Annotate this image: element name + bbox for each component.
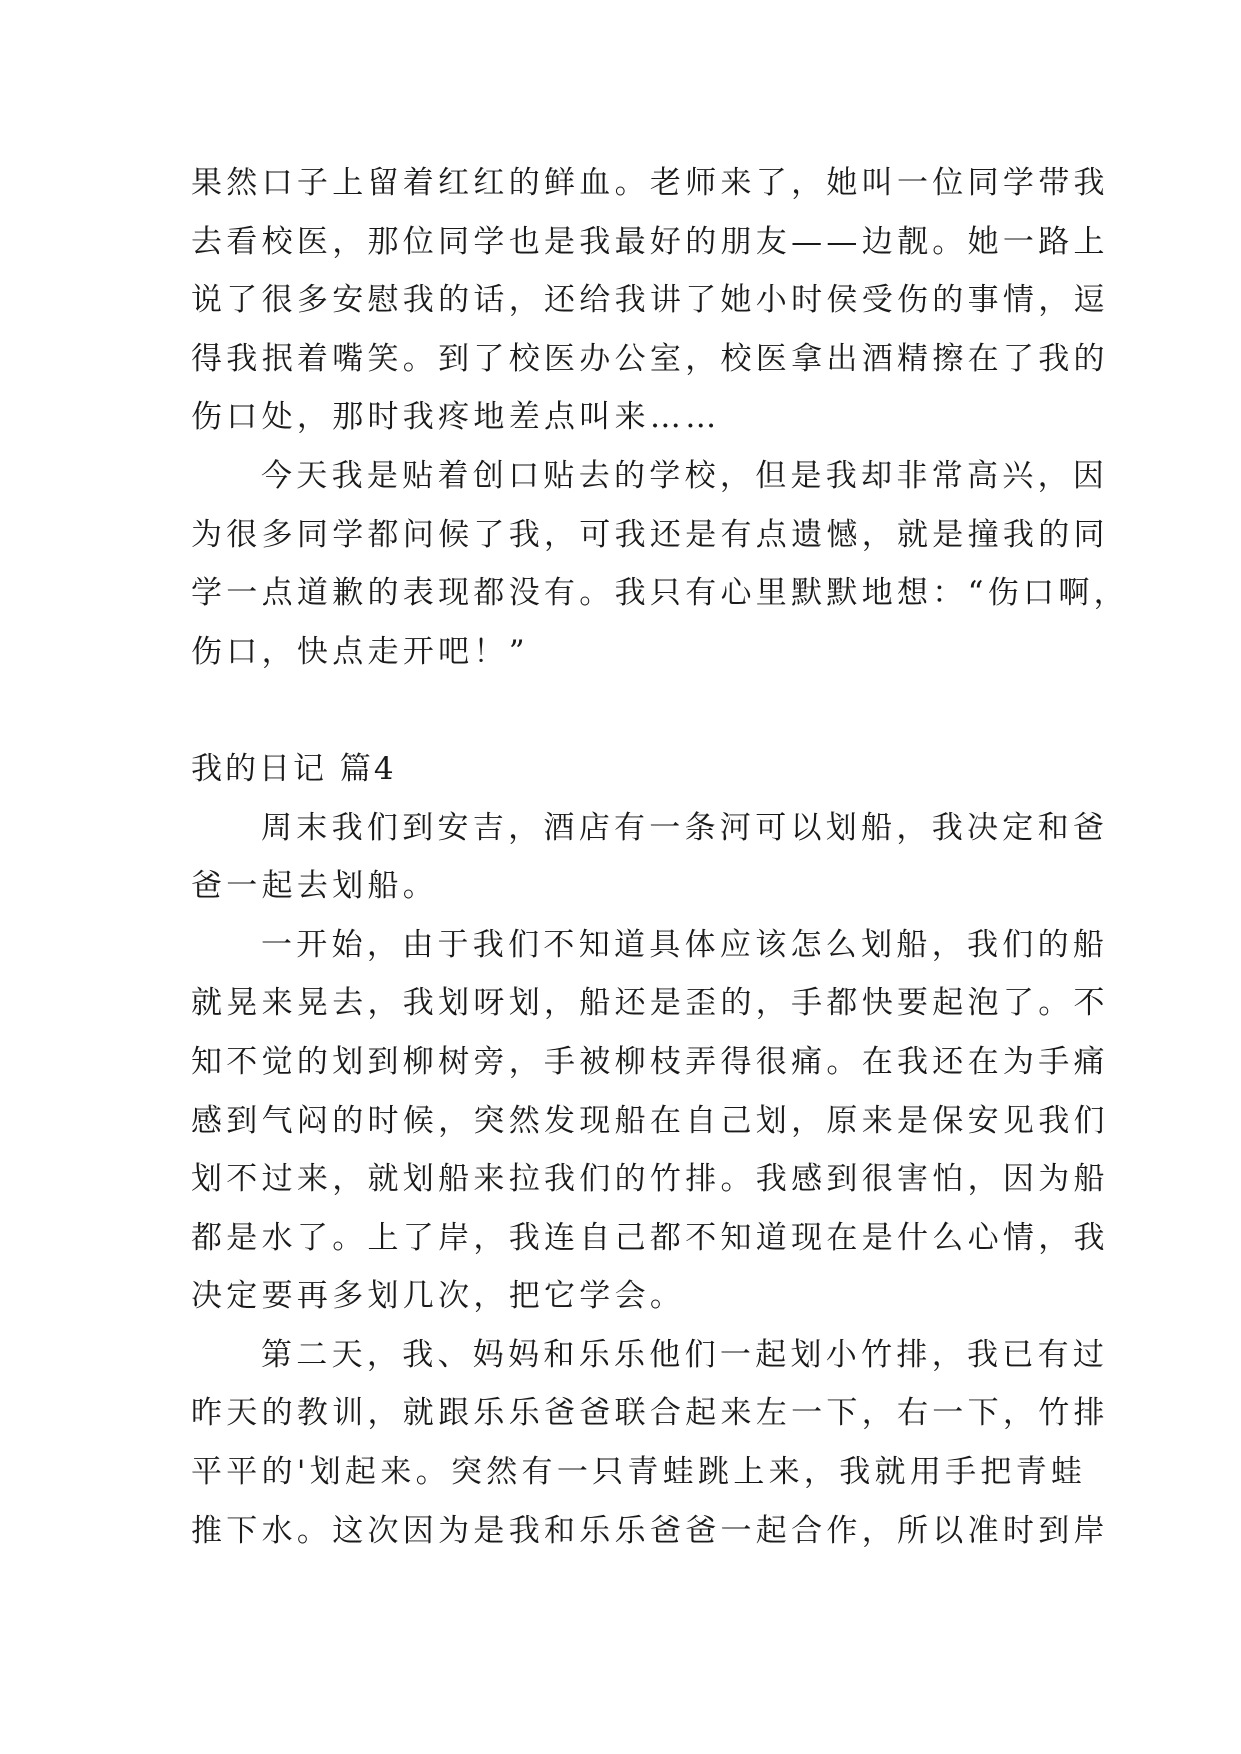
text-line: 今天我是贴着创口贴去的学校，但是我却非常高兴，因 [261, 457, 1109, 494]
section-heading: 我的日记 篇4 [191, 750, 397, 787]
text-line: 昨天的教训，就跟乐乐爸爸联合起来左一下，右一下，竹排 [191, 1395, 1109, 1432]
text-line: 学一点道歉的表现都没有。我只有心里默默地想：“伤口啊， [191, 575, 1129, 612]
text-line: 第二天，我、妈妈和乐乐他们一起划小竹排，我已有过 [261, 1336, 1109, 1373]
text-line: 感到气闷的时候，突然发现船在自己划，原来是保安见我们 [191, 1102, 1109, 1139]
text-line: 推下水。这次因为是我和乐乐爸爸一起合作，所以准时到岸 [191, 1512, 1109, 1549]
text-line: 决定要再多划几次，把它学会。 [191, 1278, 686, 1315]
text-line: 说了很多安慰我的话，还给我讲了她小时侯受伤的事情，逗 [191, 282, 1109, 319]
text-line: 伤口，快点走开吧！” [191, 633, 529, 670]
text-line: 一开始，由于我们不知道具体应该怎么划船，我们的船 [261, 926, 1109, 963]
text-line: 伤口处，那时我疼地差点叫来…… [191, 399, 721, 436]
paragraph [191, 916, 1109, 1326]
blank-line [191, 681, 1071, 740]
text-line: 周末我们到安吉，酒店有一条河可以划船，我决定和爸 [261, 809, 1109, 846]
text-line: 果然口子上留着红红的鲜血。老师来了，她叫一位同学带我 [191, 165, 1109, 201]
text-line: 得我抿着嘴笑。到了校医办公室，校医拿出酒精擦在了我的 [191, 340, 1109, 377]
text-line: 平平的'划起来。突然有一只青蛙跳上来，我就用手把青蛙 [191, 1454, 1087, 1491]
paragraph [191, 1326, 1109, 1560]
text-line: 都是水了。上了岸，我连自己都不知道现在是什么心情，我 [191, 1219, 1109, 1256]
text-line: 为很多同学都问候了我，可我还是有点遗憾，就是撞我的同 [191, 516, 1109, 553]
text-line: 爸一起去划船。 [191, 868, 439, 905]
text-line: 去看校医，那位同学也是我最好的朋友——边靓。她一路上 [191, 223, 1109, 260]
text-line: 就晃来晃去，我划呀划，船还是歪的，手都快要起泡了。不 [191, 985, 1109, 1022]
text-line: 划不过来，就划船来拉我们的竹排。我感到很害怕，因为船 [191, 1161, 1109, 1198]
paragraph [191, 799, 1109, 916]
document-body [191, 154, 1129, 1560]
text-line: 知不觉的划到柳树旁，手被柳枝弄得很痛。在我还在为手痛 [191, 1043, 1109, 1080]
paragraph [191, 447, 1129, 681]
paragraph [191, 154, 1109, 447]
